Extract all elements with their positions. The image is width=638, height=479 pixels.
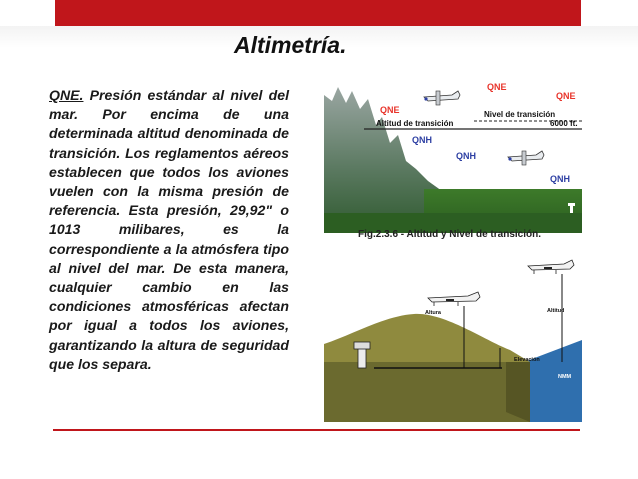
nivel-transicion-label: Nivel de transición: [484, 110, 556, 119]
altitude-height-figure: [324, 244, 582, 424]
qne-label-2: QNE: [487, 82, 507, 92]
altitud-transicion-label: Altitud de transición: [376, 119, 454, 128]
qnh-label-1: QNH: [412, 135, 432, 145]
figure-caption: Fig.2.3.6 - Altitud y Nivel de transición.: [358, 229, 541, 240]
bottom-divider: [53, 429, 580, 431]
altura-label: Altura: [425, 310, 441, 316]
qne-term: QNE.: [49, 87, 84, 103]
qne-definition: Presión estándar al nivel del mar. Por encima de una determinada altitud denominada de transición. Los reglamentos aéreos establecen que todos los aviones vuelen con la misma presión de referencia. Esta presión, 29,92" o 1013 milibares, es la correspondiente a la atmósfera tipo al nivel del mar. De esta manera, cualquier cambio en las condiciones atmosféricas afectan por igual a todos los aviones, garantizando la altura de seguridad que los separa.: [49, 87, 289, 372]
body-paragraph: [49, 86, 289, 374]
elevacion-label: Elevación: [514, 357, 540, 363]
qne-label-3: QNE: [556, 91, 576, 101]
feet-label: 6000 ft.: [550, 119, 578, 128]
qne-label-1: QNE: [380, 105, 400, 115]
nmm-label: NMM: [558, 374, 572, 380]
transition-figure: [324, 73, 582, 233]
top-accent-bar: [55, 0, 581, 26]
qnh-label-3: QNH: [550, 174, 570, 184]
land-block: [324, 352, 530, 422]
qnh-label-2: QNH: [456, 151, 476, 161]
altitud-label: Altitud: [547, 308, 565, 314]
slide-title: Altimetría.: [234, 32, 347, 58]
